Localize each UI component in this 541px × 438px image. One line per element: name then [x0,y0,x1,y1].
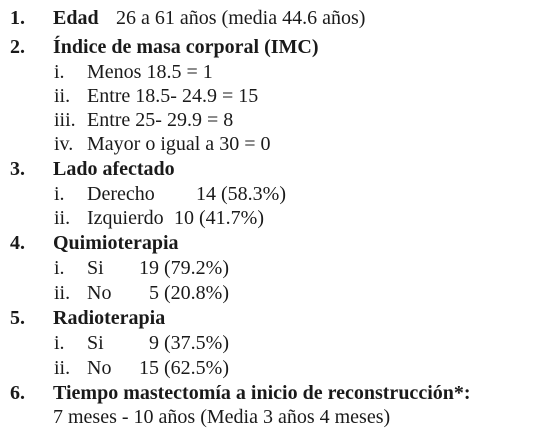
subitem-text: Entre 18.5- 24.9 = 15 [87,85,259,107]
subitem-label: No [87,357,112,379]
item-title: Lado afectado [53,158,175,180]
item-number: 3. [10,158,25,180]
subitem-label: No [87,282,112,304]
item-detail: 7 meses - 10 años (Media 3 años 4 meses) [53,406,391,428]
item-value: 26 a 61 años (media 44.6 años) [116,7,366,29]
item-number: 6. [10,382,25,404]
subitem-value: 14 (58.3%) [196,183,286,205]
item-title: Edad [53,7,99,29]
item-title: Quimioterapia [53,232,179,254]
item-number: 4. [10,232,25,254]
item-number: 1. [10,7,25,29]
subitem-value: 5 (20.8%) [149,282,229,304]
subitem-label: Si [87,257,104,279]
subitem-numeral: i. [54,332,65,354]
subitem-numeral: ii. [54,207,71,229]
subitem-numeral: ii. [54,282,71,304]
item-title: Radioterapia [53,307,166,329]
subitem-value: 10 (41.7%) [174,207,264,229]
item-number: 5. [10,307,25,329]
subitem-value: 9 (37.5%) [149,332,229,354]
subitem-numeral: ii. [54,85,71,107]
subitem-value: 15 (62.5%) [139,357,229,379]
subitem-numeral: ii. [54,357,71,379]
item-title: Índice de masa corporal (IMC) [53,36,319,58]
item-number: 2. [10,36,25,58]
subitem-label: Izquierdo [87,207,164,229]
subitem-value: 19 (79.2%) [139,257,229,279]
subitem-label: Derecho [87,183,155,205]
subitem-label: Si [87,332,104,354]
subitem-text: Mayor o igual a 30 = 0 [87,133,271,155]
subitem-numeral: i. [54,257,65,279]
subitem-text: Menos 18.5 = 1 [87,61,213,83]
item-title: Tiempo mastectomía a inicio de reconstrucción*: [53,382,471,404]
subitem-numeral: i. [54,61,65,83]
subitem-numeral: iii. [54,109,76,131]
subitem-text: Entre 25- 29.9 = 8 [87,109,234,131]
subitem-numeral: iv. [54,133,74,155]
subitem-numeral: i. [54,183,65,205]
